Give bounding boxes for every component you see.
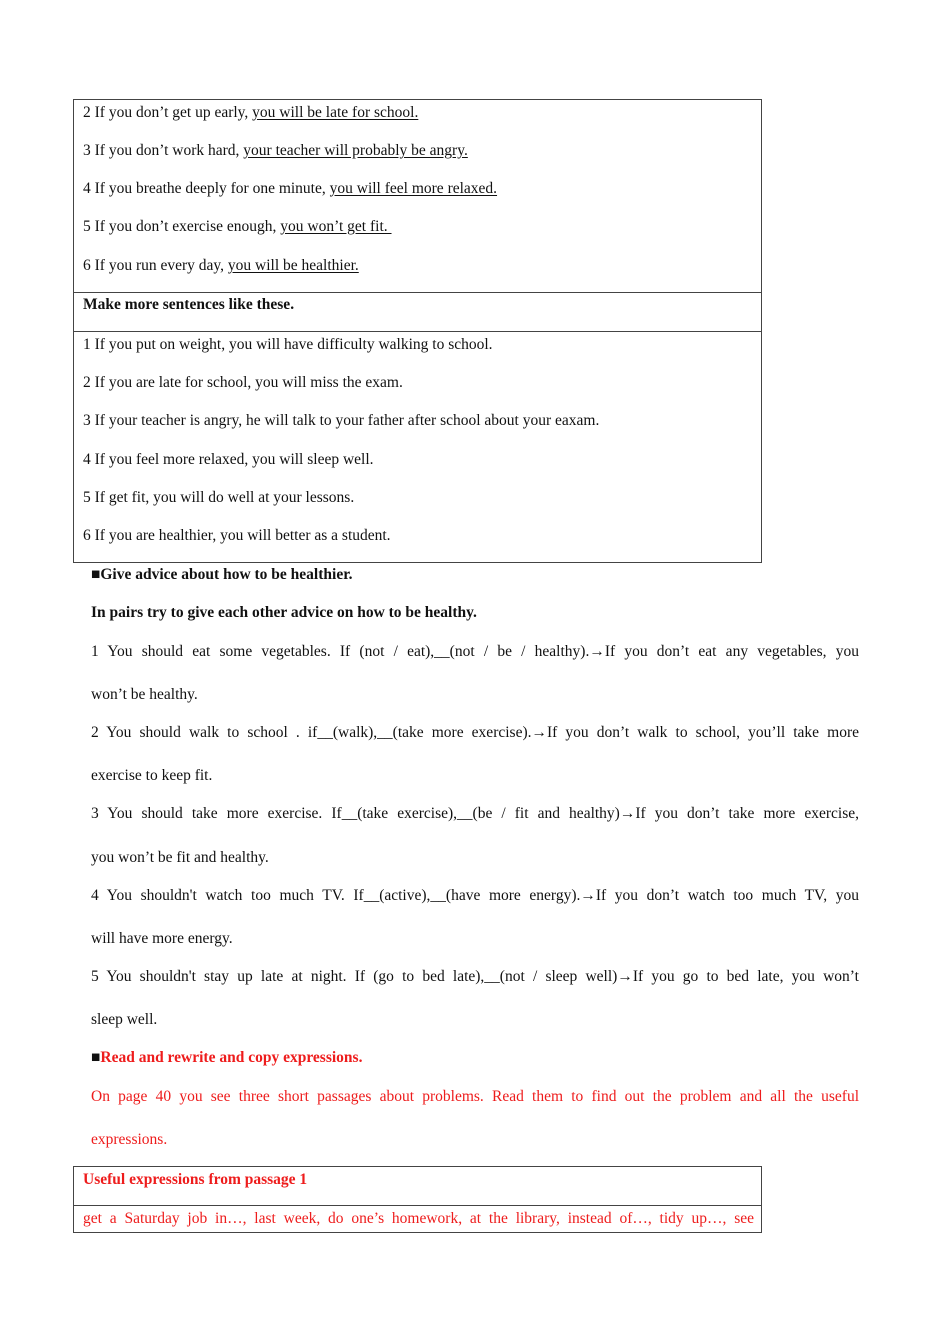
table-header: Useful expressions from passage 1: [83, 1171, 308, 1188]
bullet-square: ■: [91, 1049, 101, 1066]
result-clause: you will be healthier.: [227, 257, 359, 274]
row-number: 5: [83, 218, 91, 235]
advice-item: 3 You should take more exercise. If__(take exercise),__(be / fit and healthy)→If you don’t take more exercise,: [91, 805, 859, 822]
result-clause: you won’t get fit.: [280, 218, 392, 235]
table-divider: [74, 1205, 761, 1206]
row-number: 6: [83, 257, 91, 274]
condition-clause: If you don’t work hard,: [94, 142, 240, 159]
expressions-table: [73, 1166, 762, 1233]
table-divider: [74, 331, 761, 332]
list-item: 1 If you put on weight, you will have difficulty walking to school.: [83, 336, 493, 353]
list-item: 2 If you are late for school, you will miss the exam.: [83, 374, 403, 391]
table-row: [83, 142, 468, 160]
result-clause: you will be late for school.: [252, 104, 419, 121]
section-heading: ■Read and rewrite and copy expressions.: [91, 1049, 363, 1066]
table-row: [83, 218, 392, 236]
table-cell: get a Saturday job in…, last week, do one’s homework, at the library, instead of…, tidy up…, see: [83, 1210, 754, 1227]
advice-item-cont: exercise to keep fit.: [91, 767, 213, 784]
advice-item-cont: sleep well.: [91, 1011, 158, 1028]
list-item: 4 If you feel more relaxed, you will sleep well.: [83, 451, 374, 468]
row-number: 4: [83, 180, 91, 197]
result-clause: your teacher will probably be angry.: [243, 142, 468, 159]
condition-clause: If you don’t get up early,: [94, 104, 249, 121]
conditional-table: [73, 99, 762, 563]
rewrite-instruction-cont: expressions.: [91, 1131, 168, 1148]
list-item: 6 If you are healthier, you will better as a student.: [83, 527, 391, 544]
advice-item: 4 You shouldn't watch too much TV. If__(active),__(have more energy).→If you don’t watch too much TV, you: [91, 887, 859, 904]
table-row: [83, 104, 418, 122]
advice-item: 5 You shouldn't stay up late at night. If (go to bed late),__(not / sleep well)→If you go to bed late, you won’t: [91, 968, 859, 985]
advice-item-cont: you won’t be fit and healthy.: [91, 849, 269, 866]
table-header: Make more sentences like these.: [83, 296, 295, 313]
table-row: [83, 180, 497, 198]
section-heading: ■Give advice about how to be healthier.: [91, 566, 353, 583]
list-item: 5 If get fit, you will do well at your lessons.: [83, 489, 355, 506]
table-divider: [74, 292, 761, 293]
condition-clause: If you breathe deeply for one minute,: [94, 180, 326, 197]
row-number: 2: [83, 104, 91, 121]
row-number: 3: [83, 142, 91, 159]
condition-clause: If you run every day,: [94, 257, 225, 274]
list-item: 3 If your teacher is angry, he will talk to your father after school about your eaxam.: [83, 412, 600, 429]
advice-item-cont: won’t be healthy.: [91, 686, 198, 703]
condition-clause: If you don’t exercise enough,: [94, 218, 277, 235]
rewrite-instruction: On page 40 you see three short passages about problems. Read them to find out the problem and all the useful: [91, 1088, 859, 1105]
table-row: [83, 257, 359, 275]
advice-item: 2 You should walk to school . if__(walk),__(take more exercise).→If you don’t walk to school, you’ll take more: [91, 724, 859, 741]
advice-item: 1 You should eat some vegetables. If (not / eat),__(not / be / healthy).→If you don’t eat any vegetables, you: [91, 643, 859, 660]
bullet-square: ■: [91, 566, 101, 583]
instruction: In pairs try to give each other advice on how to be healthy.: [91, 604, 477, 621]
advice-item-cont: will have more energy.: [91, 930, 233, 947]
result-clause: you will feel more relaxed.: [329, 180, 498, 197]
